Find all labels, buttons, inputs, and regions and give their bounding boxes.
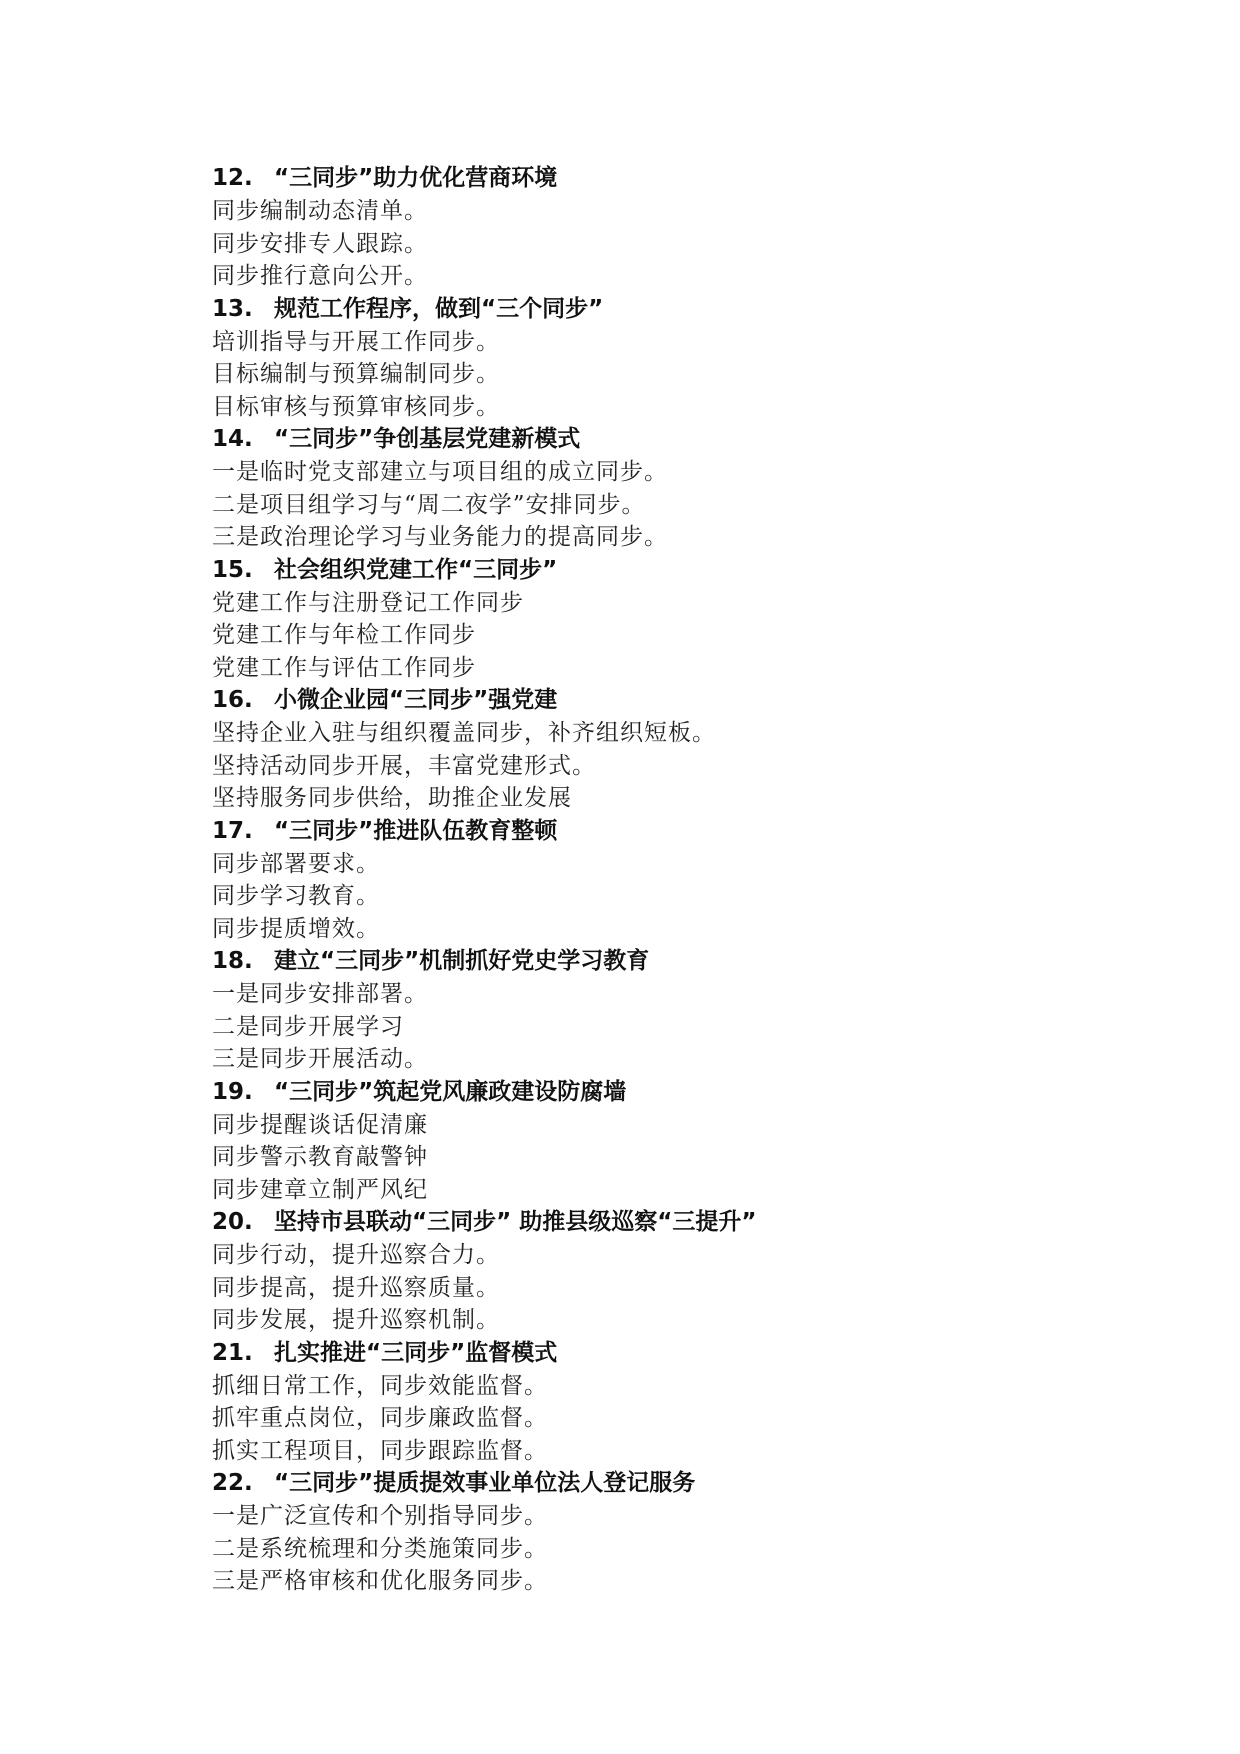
section-line: 三是严格审核和优化服务同步。 (212, 1568, 548, 1594)
document-page (212, 162, 1112, 1598)
section-line: 培训指导与开展工作同步。 (212, 328, 500, 355)
section-line: 同步推行意向公开。 (212, 263, 428, 289)
section-title: 坚持市县联动“三同步” 助推县级巡察“三提升” (274, 1209, 757, 1235)
section-line: 坚持服务同步供给，助推企业发展 (212, 785, 572, 811)
section-title: “三同步”提质提效事业单位法人登记服务 (274, 1470, 696, 1496)
section-line: 同步警示教育敲警钟 (212, 1144, 428, 1170)
section-22 (212, 1467, 1112, 1598)
section-heading (212, 815, 1112, 848)
section-line: 三是政治理论学习与业务能力的提高同步。 (212, 524, 668, 550)
section-heading (212, 1206, 1112, 1239)
section-heading (212, 554, 1112, 587)
section-heading (212, 293, 1112, 326)
section-number: 12. (212, 165, 253, 191)
section-line: 二是同步开展学习 (212, 1013, 404, 1040)
section-heading (212, 684, 1112, 717)
section-line: 同步部署要求。 (212, 850, 380, 877)
section-number: 13. (212, 295, 253, 322)
section-line: 同步编制动态清单。 (212, 198, 428, 224)
section-line: 同步发展，提升巡察机制。 (212, 1307, 500, 1333)
section-line: 同步学习教育。 (212, 883, 380, 909)
section-14 (212, 423, 1112, 554)
section-line: 二是系统梳理和分类施策同步。 (212, 1535, 548, 1562)
section-heading (212, 423, 1112, 456)
section-title: 建立“三同步”机制抓好党史学习教育 (274, 948, 650, 974)
section-line: 抓牢重点岗位，同步廉政监督。 (212, 1405, 548, 1431)
section-number: 19. (212, 1078, 253, 1105)
section-line: 党建工作与年检工作同步 (212, 622, 476, 648)
section-12 (212, 162, 1112, 293)
section-line: 目标编制与预算编制同步。 (212, 361, 500, 387)
section-line: 同步提醒谈话促清廉 (212, 1111, 428, 1138)
section-line: 抓细日常工作，同步效能监督。 (212, 1372, 548, 1399)
section-title: “三同步”助力优化营商环境 (274, 165, 558, 191)
section-number: 16. (212, 687, 253, 713)
section-number: 15. (212, 556, 253, 583)
section-title: 规范工作程序，做到“三个同步” (274, 295, 604, 322)
section-line: 同步提高，提升巡察质量。 (212, 1274, 500, 1301)
section-17 (212, 815, 1112, 946)
section-line: 坚持企业入驻与组织覆盖同步，补齐组织短板。 (212, 720, 716, 746)
section-line: 目标审核与预算审核同步。 (212, 393, 500, 420)
section-line: 一是广泛宣传和个别指导同步。 (212, 1503, 548, 1529)
section-18 (212, 945, 1112, 1076)
section-heading (212, 162, 1112, 195)
section-title: “三同步”争创基层党建新模式 (274, 426, 581, 452)
section-line: 一是同步安排部署。 (212, 981, 428, 1007)
section-number: 17. (212, 817, 253, 844)
section-16 (212, 684, 1112, 815)
section-line: 坚持活动同步开展，丰富党建形式。 (212, 752, 596, 779)
section-line: 三是同步开展活动。 (212, 1046, 428, 1072)
section-13 (212, 293, 1112, 424)
section-line: 一是临时党支部建立与项目组的成立同步。 (212, 459, 668, 485)
section-line: 同步安排专人跟踪。 (212, 230, 428, 257)
section-line: 二是项目组学习与“周二夜学”安排同步。 (212, 491, 646, 518)
section-number: 22. (212, 1470, 253, 1496)
section-title: 小微企业园“三同步”强党建 (274, 687, 558, 713)
section-title: “三同步”筑起党风廉政建设防腐墙 (274, 1078, 627, 1105)
section-19 (212, 1076, 1112, 1207)
section-line: 抓实工程项目，同步跟踪监督。 (212, 1437, 548, 1464)
section-20 (212, 1206, 1112, 1337)
section-line: 党建工作与注册登记工作同步 (212, 589, 524, 616)
section-title: “三同步”推进队伍教育整顿 (274, 817, 558, 844)
section-title: 社会组织党建工作“三同步” (274, 556, 558, 583)
section-21 (212, 1337, 1112, 1468)
section-number: 21. (212, 1339, 253, 1366)
section-line: 同步行动，提升巡察合力。 (212, 1242, 500, 1268)
section-heading (212, 945, 1112, 978)
section-line: 同步建章立制严风纪 (212, 1176, 428, 1203)
section-heading (212, 1337, 1112, 1370)
section-heading (212, 1467, 1112, 1500)
section-number: 20. (212, 1209, 253, 1235)
section-number: 14. (212, 426, 253, 452)
section-heading (212, 1076, 1112, 1109)
section-title: 扎实推进“三同步”监督模式 (274, 1339, 558, 1366)
section-number: 18. (212, 948, 253, 974)
section-line: 党建工作与评估工作同步 (212, 654, 476, 681)
section-15 (212, 554, 1112, 685)
section-line: 同步提质增效。 (212, 915, 380, 942)
